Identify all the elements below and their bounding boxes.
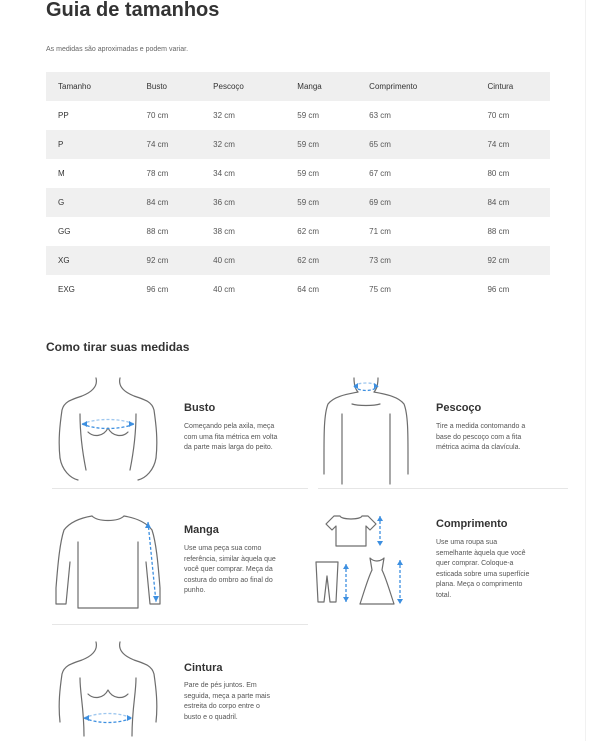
cell-neck: 32 cm <box>213 111 235 120</box>
length-desc-line: esticada sobre uma superfície <box>436 570 530 578</box>
cell-size: PP <box>58 111 69 120</box>
table-row <box>46 188 550 217</box>
size-table-header-row <box>46 72 550 101</box>
bust-desc-line: da parte mais larga do peito. <box>184 444 273 451</box>
header-size: Tamanho <box>46 72 135 101</box>
length-title: Comprimento <box>436 518 508 530</box>
sleeve-desc-line: costura do ombro ao final do <box>184 576 273 584</box>
size-disclaimer: As medidas são aproximadas e podem variar. <box>46 46 189 53</box>
cell-neck: 40 cm <box>213 285 235 294</box>
size-table <box>46 72 550 304</box>
cell-neck: 32 cm <box>201 130 285 159</box>
length-desc-line: quer comprar. Coloque-a <box>436 560 514 567</box>
neck-figure-icon <box>318 374 414 490</box>
cell-bust: 74 cm <box>135 130 202 159</box>
cell-length: 75 cm <box>369 285 391 294</box>
table-row <box>46 275 550 304</box>
neck-desc-line: base do pescoço com a fita <box>436 433 522 441</box>
neck-desc-line: Tire a medida contornando a <box>436 423 526 430</box>
sleeve-desc-line: você quer comprar. Meça da <box>184 566 273 573</box>
cell-length: 67 cm <box>369 169 391 178</box>
bust-description <box>184 422 309 454</box>
header-length: Comprimento <box>357 72 475 101</box>
cell-sleeve: 62 cm <box>285 246 357 275</box>
sleeve-desc-line: Use uma peça sua como <box>184 545 262 552</box>
bust-figure-icon <box>52 374 164 484</box>
sleeve-title: Manga <box>184 524 219 536</box>
bust-desc-line: com uma fita métrica em volta <box>184 433 278 441</box>
table-row <box>46 159 550 188</box>
cell-sleeve: 64 cm <box>297 285 320 294</box>
length-desc-line: Use uma roupa sua <box>436 539 498 546</box>
cell-bust: 88 cm <box>146 227 169 236</box>
cell-length: 63 cm <box>369 111 391 120</box>
cell-sleeve: 62 cm <box>297 227 320 236</box>
cell-bust: 84 cm <box>135 188 202 217</box>
header-neck: Pescoço <box>201 72 285 101</box>
neck-title: Pescoço <box>436 402 482 414</box>
neck-description <box>436 422 566 454</box>
waist-figure-icon <box>52 638 164 738</box>
cell-size: M <box>58 169 65 178</box>
sleeve-description <box>184 544 309 597</box>
divider <box>318 488 568 489</box>
cell-length: 69 cm <box>357 188 475 217</box>
cell-size: XG <box>46 246 135 275</box>
cell-size: G <box>46 188 135 217</box>
cell-size: P <box>46 130 135 159</box>
table-row <box>46 101 550 130</box>
length-desc-line: total. <box>436 591 452 599</box>
sleeve-desc-line: punho. <box>184 587 206 594</box>
cell-sleeve: 59 cm <box>297 169 320 178</box>
waist-desc-line: busto e o quadril. <box>184 713 238 721</box>
cell-bust: 70 cm <box>146 111 169 120</box>
cell-size: EXG <box>58 285 75 294</box>
cell-length: 71 cm <box>369 227 391 236</box>
sleeve-desc-line: referência, similar àquela que <box>184 555 276 563</box>
cell-waist: 70 cm <box>487 111 510 120</box>
cell-neck: 36 cm <box>201 188 285 217</box>
cell-size: GG <box>58 227 71 236</box>
cell-bust: 92 cm <box>135 246 202 275</box>
neck-desc-line: métrica acima da clavícula. <box>436 444 521 451</box>
cell-neck: 40 cm <box>201 246 285 275</box>
header-waist: Cintura <box>475 72 550 101</box>
length-desc-line: plana. Meça o comprimento <box>436 581 523 588</box>
bust-desc-line: Começando pela axila, meça <box>184 423 275 430</box>
sleeve-figure-icon <box>52 512 164 612</box>
garment-length-icon <box>310 512 410 610</box>
cell-neck: 34 cm <box>213 169 235 178</box>
cell-waist: 84 cm <box>475 188 550 217</box>
table-row <box>46 217 550 246</box>
cell-neck: 38 cm <box>213 227 235 236</box>
cell-bust: 96 cm <box>146 285 169 294</box>
cell-waist: 74 cm <box>475 130 550 159</box>
cell-sleeve: 59 cm <box>297 111 320 120</box>
length-desc-line: semelhante àquela que você <box>436 549 526 557</box>
waist-desc-line: estreita do corpo entre o <box>184 703 260 710</box>
table-row <box>46 246 550 275</box>
cell-waist: 96 cm <box>487 285 510 294</box>
length-description <box>436 538 566 601</box>
waist-title: Cintura <box>184 662 223 674</box>
cell-bust: 78 cm <box>146 169 169 178</box>
cell-waist: 92 cm <box>475 246 550 275</box>
header-bust: Busto <box>135 72 202 101</box>
waist-desc-line: Pare de pés juntos. Em <box>184 682 257 689</box>
bust-title: Busto <box>184 402 216 414</box>
table-row <box>46 130 550 159</box>
cell-sleeve: 59 cm <box>285 188 357 217</box>
cell-length: 65 cm <box>357 130 475 159</box>
cell-waist: 80 cm <box>487 169 510 178</box>
cell-sleeve: 59 cm <box>285 130 357 159</box>
waist-desc-line: seguida, meça a parte mais <box>184 692 270 700</box>
header-sleeve: Manga <box>285 72 357 101</box>
cell-waist: 88 cm <box>487 227 510 236</box>
scrollbar-track[interactable] <box>585 0 600 741</box>
divider <box>52 488 308 489</box>
page-title: Guia de tamanhos <box>46 0 220 21</box>
cell-length: 73 cm <box>357 246 475 275</box>
waist-description <box>184 681 309 723</box>
divider <box>52 624 308 625</box>
how-to-measure-title: Como tirar suas medidas <box>46 340 190 354</box>
